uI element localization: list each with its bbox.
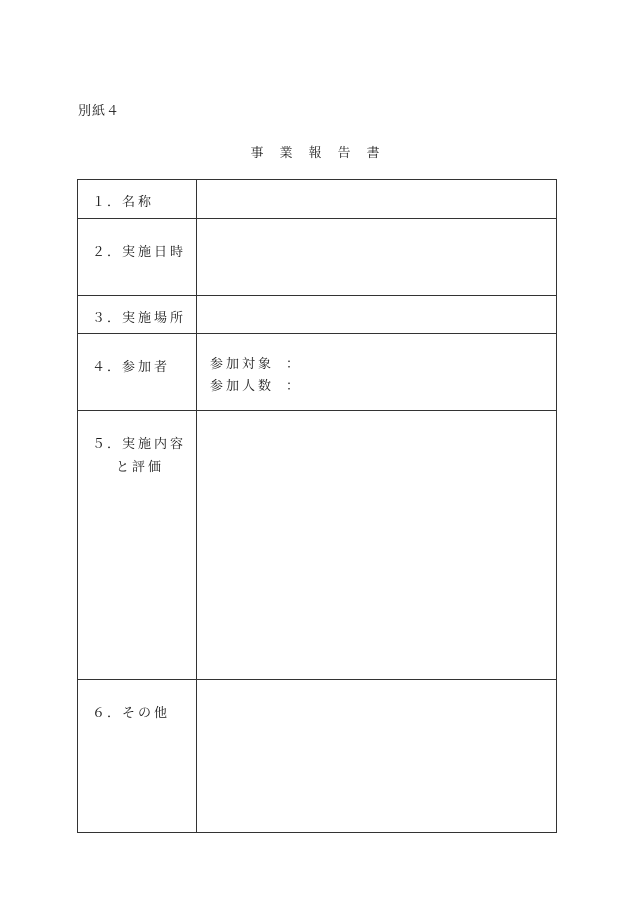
other-value-field[interactable] <box>197 680 557 833</box>
row-label: 参加者 <box>122 360 171 375</box>
row-number: １． <box>92 195 123 210</box>
row-number: ４． <box>92 360 123 375</box>
participant-count-line <box>210 376 556 398</box>
form-row-participants <box>78 334 557 411</box>
row-label: その他 <box>122 706 171 721</box>
row-number: ３． <box>92 311 123 326</box>
row-number: ６． <box>92 706 123 721</box>
place-value-field[interactable] <box>197 296 557 334</box>
participant-target-line <box>210 354 556 376</box>
form-row-other <box>78 680 557 833</box>
name-value-field[interactable] <box>197 180 557 219</box>
date-value-field[interactable] <box>197 219 557 296</box>
row-label-cell <box>78 411 197 680</box>
row-label-cell <box>78 180 197 219</box>
row-label: 実施内容 <box>122 437 187 452</box>
row-label-line2: と評価 <box>116 460 165 475</box>
form-row-place <box>78 296 557 334</box>
form-row-content <box>78 411 557 680</box>
report-form-table <box>77 179 557 833</box>
participants-value-field[interactable] <box>197 334 557 411</box>
attachment-label: 別紙４ <box>78 104 121 119</box>
row-label: 実施場所 <box>122 311 187 326</box>
row-label: 名称 <box>122 195 155 210</box>
form-row-date <box>78 219 557 296</box>
row-label: 実施日時 <box>122 245 187 260</box>
form-row-name <box>78 180 557 219</box>
row-label-cell <box>78 680 197 833</box>
participant-target-colon: ： <box>286 357 303 372</box>
participant-target-label: 参加対象 <box>210 357 275 372</box>
participant-count-colon: ： <box>286 379 303 394</box>
participant-count-label: 参加人数 <box>210 379 275 394</box>
content-value-field[interactable] <box>197 411 557 680</box>
row-label-cell <box>78 334 197 411</box>
row-label-cell <box>78 219 197 296</box>
row-number: ２． <box>92 245 123 260</box>
row-number: ５． <box>92 437 123 452</box>
document-title: 事業報告書 <box>250 146 396 161</box>
row-label-cell <box>78 296 197 334</box>
